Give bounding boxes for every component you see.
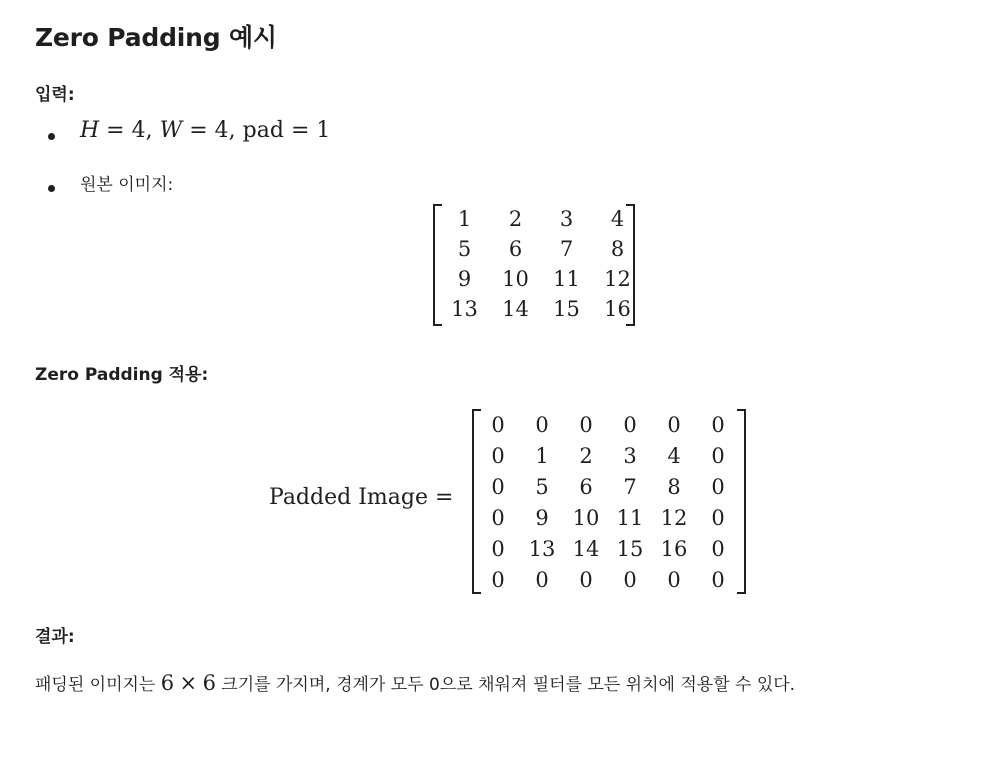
original-image-label: 원본 이미지: <box>80 175 174 195</box>
matrix-cell: 5 <box>457 237 472 261</box>
matrix-cell: 1 <box>535 443 549 468</box>
matrix-cell: 0 <box>491 443 505 468</box>
apply-heading: Zero Padding 적용: <box>35 365 209 385</box>
matrix-cell: 0 <box>711 443 725 468</box>
params-formula: H = 4, W = 4, pad = 1 <box>80 118 331 143</box>
padded-matrix <box>476 409 740 595</box>
matrix-cell: 9 <box>535 505 549 530</box>
matrix-cell: 4 <box>667 443 681 468</box>
matrix-cell: 3 <box>623 443 637 468</box>
matrix-cell: 0 <box>711 536 725 561</box>
matrix-row <box>476 564 740 595</box>
matrix-cell: 15 <box>553 297 580 321</box>
matrix-cell: 0 <box>667 412 681 437</box>
matrix-cell: 8 <box>610 237 625 261</box>
list-item-params <box>35 118 935 170</box>
matrix-cell: 0 <box>623 412 637 437</box>
matrix-cell: 2 <box>508 207 523 231</box>
matrix-cell: 0 <box>579 412 593 437</box>
matrix-cell: 7 <box>559 237 574 261</box>
matrix-cell: 3 <box>559 207 574 231</box>
matrix-cell: 2 <box>579 443 593 468</box>
matrix-cell: 7 <box>623 474 637 499</box>
matrix-row <box>476 409 740 440</box>
result-heading: 결과: <box>35 627 75 647</box>
matrix-cell: 0 <box>711 505 725 530</box>
bullet-icon <box>48 133 55 140</box>
matrix-cell: 14 <box>572 536 600 561</box>
matrix-row <box>476 502 740 533</box>
matrix-cell: 13 <box>528 536 556 561</box>
padded-image-label: Padded Image = <box>269 485 454 510</box>
matrix-cell: 0 <box>711 412 725 437</box>
matrix-cell: 0 <box>579 567 593 592</box>
matrix-row <box>476 533 740 564</box>
matrix-right-bracket <box>737 409 746 594</box>
matrix-cell: 13 <box>451 297 478 321</box>
matrix-cell: 6 <box>579 474 593 499</box>
matrix-cell: 0 <box>491 536 505 561</box>
matrix-cell: 0 <box>667 567 681 592</box>
matrix-cell: 6 <box>508 237 523 261</box>
matrix-cell: 16 <box>604 297 631 321</box>
matrix-row <box>439 204 643 234</box>
matrix-cell: 12 <box>660 505 688 530</box>
page-title: Zero Padding 예시 <box>35 23 277 52</box>
matrix-cell: 5 <box>535 474 549 499</box>
matrix-cell: 11 <box>553 267 580 291</box>
matrix-cell: 9 <box>457 267 472 291</box>
matrix-cell: 12 <box>604 267 631 291</box>
matrix-cell: 14 <box>502 297 529 321</box>
matrix-cell: 4 <box>610 207 625 231</box>
matrix-cell: 0 <box>491 567 505 592</box>
matrix-cell: 0 <box>623 567 637 592</box>
original-matrix <box>439 204 643 324</box>
matrix-cell: 15 <box>616 536 644 561</box>
bullet-icon <box>48 185 55 192</box>
matrix-cell: 0 <box>535 567 549 592</box>
matrix-row <box>439 234 643 264</box>
matrix-cell: 10 <box>502 267 529 291</box>
matrix-cell: 0 <box>491 412 505 437</box>
matrix-cell: 16 <box>660 536 688 561</box>
matrix-right-bracket <box>626 204 635 326</box>
result-paragraph: 패딩된 이미지는 6 × 6 크기를 가지며, 경계가 모두 0으로 채워져 필터를 모든 위치에 적용할 수 있다. <box>35 671 796 695</box>
matrix-cell: 0 <box>711 474 725 499</box>
matrix-cell: 0 <box>535 412 549 437</box>
matrix-cell: 8 <box>667 474 681 499</box>
matrix-row <box>476 440 740 471</box>
matrix-cell: 0 <box>711 567 725 592</box>
input-heading: 입력: <box>35 85 75 105</box>
matrix-row <box>439 294 643 324</box>
matrix-cell: 0 <box>491 474 505 499</box>
matrix-cell: 1 <box>457 207 472 231</box>
matrix-row <box>439 264 643 294</box>
matrix-row <box>476 471 740 502</box>
matrix-cell: 11 <box>616 505 644 530</box>
matrix-cell: 10 <box>572 505 600 530</box>
matrix-cell: 0 <box>491 505 505 530</box>
